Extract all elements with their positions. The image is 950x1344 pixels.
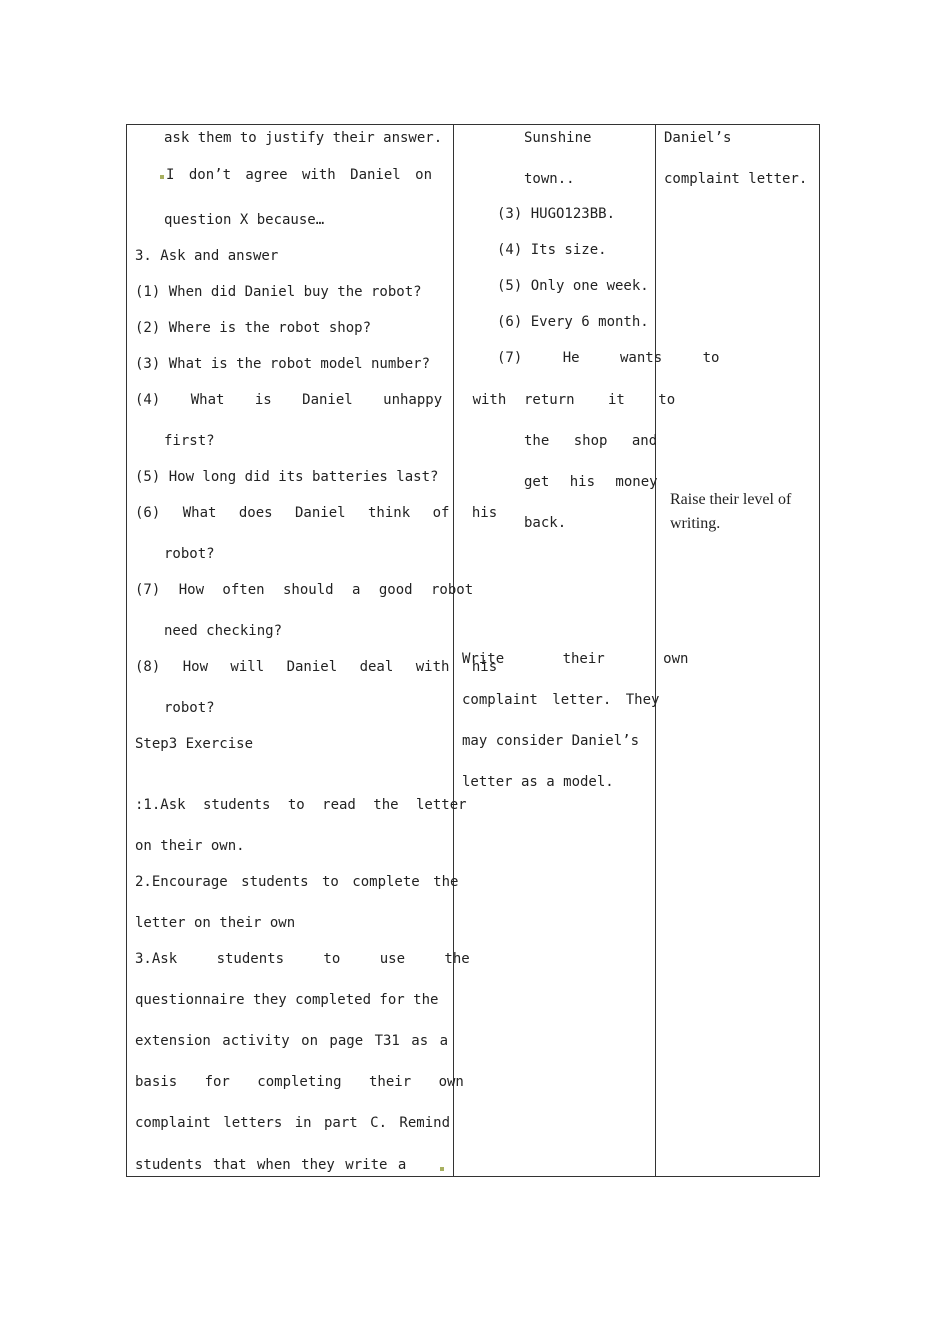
section-heading: Step3 Exercise (135, 736, 254, 752)
text-line: complaint letter. They (462, 692, 660, 708)
text-line: students that when they write a (135, 1157, 407, 1173)
text-line: on their own. (135, 838, 245, 854)
text-line: the shop and (524, 433, 658, 449)
answer-item: (5) Only one week. (497, 278, 649, 294)
edit-mark-icon (160, 175, 164, 179)
answer-item: (7) He wants to (497, 350, 720, 366)
question-item: (8) How will Daniel deal with his (135, 659, 498, 675)
edit-mark-icon (440, 1167, 444, 1171)
question-item: (2) Where is the robot shop? (135, 320, 372, 336)
question-item: (6) What does Daniel think of his (135, 505, 498, 521)
text-line: 3. Ask and answer (135, 248, 279, 264)
answer-item: (3) HUGO123BB. (497, 206, 616, 222)
question-item: (1) When did Daniel buy the robot? (135, 284, 422, 300)
text-line: basis for completing their own (135, 1074, 464, 1090)
text-line-with-mark: I don’t agree with Daniel on (160, 165, 432, 185)
text-line: robot? (164, 546, 215, 562)
text-line: return it to (524, 392, 676, 408)
text-line: extension activity on page T31 as a (135, 1033, 449, 1049)
question-item: (4) What is Daniel unhappy with (135, 392, 507, 408)
text-line: Daniel’s (664, 130, 732, 146)
question-item: (5) How long did its batteries last? (135, 469, 439, 485)
text-line: need checking? (164, 623, 283, 639)
text-line: writing. (670, 515, 721, 532)
text-line: :1.Ask students to read the letter (135, 797, 467, 813)
answer-item: (6) Every 6 month. (497, 314, 649, 330)
answer-item: (4) Its size. (497, 242, 607, 258)
text-line: Sunshine (524, 130, 592, 146)
text-line: letter on their own (135, 915, 296, 931)
text-line: may consider Daniel’s (462, 733, 640, 749)
question-item: (3) What is the robot model number? (135, 356, 431, 372)
text-line: back. (524, 515, 567, 531)
text-line: robot? (164, 700, 215, 716)
text-line: ask them to justify their answer. (164, 130, 443, 146)
text-line: questionnaire they completed for the (135, 992, 439, 1008)
text-line: complaint letter. (664, 171, 808, 187)
text-line: 2.Encourage students to complete the (135, 874, 459, 890)
column-divider (453, 125, 454, 1176)
text-line: Write their own (462, 651, 689, 667)
text-line: 3.Ask students to use the (135, 951, 470, 967)
text-line: town.. (524, 171, 575, 187)
text-line: letter as a model. (462, 774, 614, 790)
text-line: get his money (524, 474, 658, 490)
text-line: question X because… (164, 212, 325, 228)
question-item: (7) How often should a good robot (135, 582, 474, 598)
text-line: Raise their level of (670, 491, 792, 508)
text-line: complaint letters in part C. Remind (135, 1115, 451, 1131)
text-line: first? (164, 433, 215, 449)
